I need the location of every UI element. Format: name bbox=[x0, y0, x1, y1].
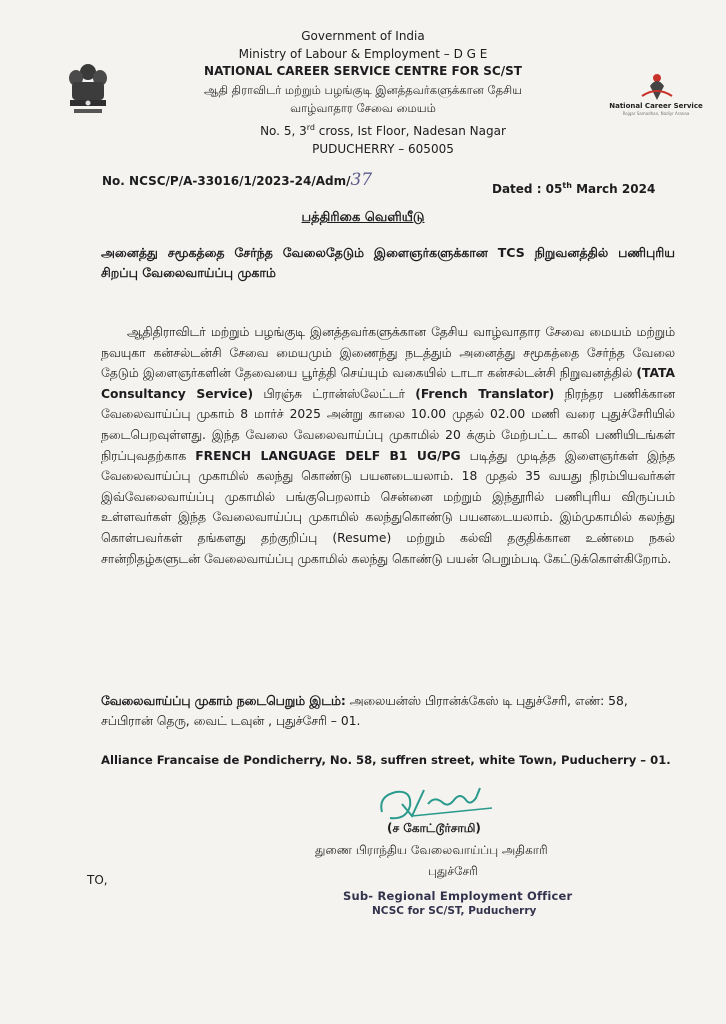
signatory-designation: துணை பிராந்திய வேலைவாய்ப்பு அதிகாரி bbox=[315, 843, 548, 857]
date: Dated : 05th March 2024 bbox=[492, 181, 656, 196]
document-title: பத்திரிகை வெளியீடு bbox=[301, 210, 425, 225]
to-label: TO, bbox=[87, 873, 108, 887]
header-tamil-line1: ஆதி திராவிடர் மற்றும் பழங்குடி இனத்தவர்களுக்கான தேசிய bbox=[204, 83, 522, 97]
venue-tamil: வேலைவாய்ப்பு முகாம் நடைபெறும் இடம்: அலையன்ஸ் பிரான்க்கேஸ் டி புதுச்சேரி, எண்: 58, சப்பிரான் தெரு, வைட் டவுன் , புதுச்சேரி – 01. bbox=[101, 694, 628, 728]
reference-number: No. NCSC/P/A-33016/1/2023-24/Adm/37 bbox=[102, 170, 373, 190]
stamp-line-1: Sub- Regional Employment Officer bbox=[343, 889, 573, 903]
subject: அனைத்து சமூகத்தை சேர்ந்த வேலைதேடும் இளைஞர்களுக்கான TCS நிறுவனத்தில் பணிபுரிய சிறப்பு வேலைவாய்ப்பு முகாம் bbox=[101, 245, 675, 280]
header-centre-name: NATIONAL CAREER SERVICE CENTRE FOR SC/ST bbox=[204, 64, 522, 78]
header-address: No. 5, 3rd cross, Ist Floor, Nadesan Nagar bbox=[260, 123, 506, 138]
header-city: PUDUCHERRY – 605005 bbox=[312, 142, 454, 156]
header-tamil-line2: வாழ்வாதார சேவை மையம் bbox=[290, 101, 436, 115]
header-ministry: Ministry of Labour & Employment – D G E bbox=[238, 47, 488, 61]
ncs-logo-subcaption: Rojgar Samadhan, Nadiyr Aranaa bbox=[622, 111, 690, 116]
signatory-place: புதுச்சேரி bbox=[428, 864, 478, 878]
body-paragraph: ஆதிதிராவிடர் மற்றும் பழங்குடி இனத்தவர்களுக்கான தேசிய வாழ்வாதார சேவை மையம் மற்றும் நவயுகா கன்சல்டன்சி சேவை மையமும் இணைந்து நடத்தும் அனைத்து சமூகத்தை சேர்ந்த வேலை தேடும் இளைஞர்களின் தேவையை பூர்த்தி செய்யும் வகையில் டாடா கன்சல்டன்சி நிறுவனத்தில் (TATA Consultancy Service) பிரஞ்சு ட்ரான்ஸ்லேட்டர் (French Translator) நிரந்தர பணிக்கான வேலைவாய்ப்பு முகாம் 8 மார்ச் 2025 அன்று காலை 10.00 முதல் 02.00 மணி வரை புதுச்சேரியில் நடைபெறவுள்ளது. இந்த வேலை வேலைவாய்ப்பு முகாமில் 20 க்கும் மேற்பட்ட காலி பணியிடங்கள் நிரப்புவதற்காக FRENCH LANGUAGE DELF B1 UG/PG படித்து முடித்த இளைஞர்கள் இந்த வேலைவாய்ப்பு முகாமில் கலந்து கொண்டு பயனடையலாம். 18 முதல் 35 வயது நிரம்பியவர்கள் இவ்வேலைவாய்ப்பு முகாமில் பங்குபெறலாம் சென்னை மற்றும் இந்தூரில் பணிபுரிய விருப்பம் உள்ளவர்கள் இந்த வேலைவாய்ப்பு முகாமில் கலந்துகொண்டு பயனடையலாம். இம்முகாமில் கலந்து கொள்பவர்கள் தங்களது தற்குறிப்பு (Resume) மற்றும் கல்வி தகுதிக்கான உண்மை நகல் சான்றிதழ்களுடன் வேலைவாய்ப்பு முகாமில் கலந்து கொண்டு பயன் பெறும்படி கேட்டுக்கொள்கிறோம். bbox=[101, 325, 675, 566]
venue-english: Alliance Francaise de Pondicherry, No. 58, suffren street, white Town, Puducherry – 01. bbox=[101, 753, 671, 767]
stamp-line-2: NCSC for SC/ST, Puducherry bbox=[372, 905, 537, 917]
ncs-logo-caption: National Career Service bbox=[609, 102, 703, 110]
header-government: Government of India bbox=[301, 29, 425, 43]
handwritten-number: 37 bbox=[350, 170, 373, 190]
signatory-name: (ச கோட்டூர்சாமி) bbox=[387, 821, 481, 835]
